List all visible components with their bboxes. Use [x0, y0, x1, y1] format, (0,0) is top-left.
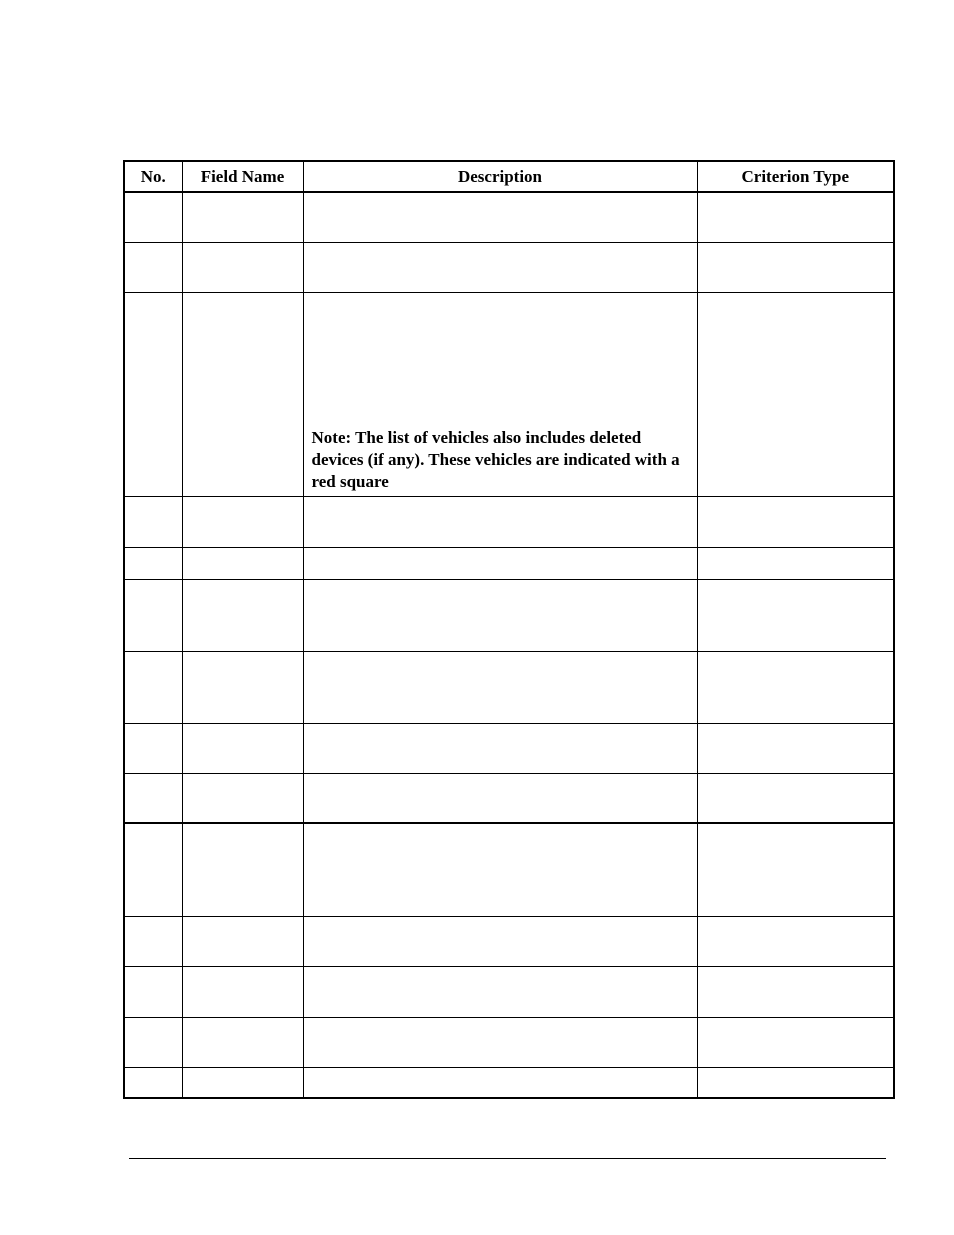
cell-description — [303, 966, 697, 1017]
cell-criterion-type — [697, 192, 894, 242]
cell-no — [124, 1017, 182, 1067]
cell-criterion-type — [697, 916, 894, 966]
cell-no — [124, 723, 182, 773]
cell-criterion-type — [697, 723, 894, 773]
table-row — [124, 651, 894, 723]
cell-field-name — [182, 547, 303, 579]
table-row — [124, 292, 894, 496]
cell-field-name — [182, 966, 303, 1017]
table-row — [124, 723, 894, 773]
cell-field-name — [182, 242, 303, 292]
cell-criterion-type — [697, 242, 894, 292]
table-header-row — [124, 161, 894, 192]
cell-field-name — [182, 496, 303, 547]
cell-no — [124, 773, 182, 823]
cell-description — [303, 242, 697, 292]
cell-description — [303, 1017, 697, 1067]
cell-field-name — [182, 773, 303, 823]
cell-field-name — [182, 579, 303, 651]
cell-no — [124, 242, 182, 292]
cell-description — [303, 916, 697, 966]
cell-description — [303, 496, 697, 547]
cell-field-name — [182, 823, 303, 916]
header-no: No. — [124, 161, 182, 192]
cell-no — [124, 916, 182, 966]
table-row — [124, 1067, 894, 1098]
cell-no — [124, 192, 182, 242]
cell-criterion-type — [697, 579, 894, 651]
cell-no — [124, 579, 182, 651]
cell-description — [303, 823, 697, 916]
table-row — [124, 916, 894, 966]
table-row — [124, 1017, 894, 1067]
cell-field-name — [182, 1017, 303, 1067]
cell-criterion-type — [697, 496, 894, 547]
cell-description — [303, 773, 697, 823]
cell-criterion-type — [697, 773, 894, 823]
cell-no — [124, 966, 182, 1017]
cell-field-name — [182, 916, 303, 966]
cell-description — [303, 651, 697, 723]
cell-no — [124, 1067, 182, 1098]
table-row — [124, 496, 894, 547]
table-row — [124, 823, 894, 916]
cell-description — [303, 723, 697, 773]
cell-field-name — [182, 1067, 303, 1098]
header-field-name: Field Name — [182, 161, 303, 192]
cell-criterion-type — [697, 823, 894, 916]
cell-no — [124, 292, 182, 496]
cell-criterion-type — [697, 292, 894, 496]
footer-divider — [129, 1158, 886, 1159]
table-row — [124, 773, 894, 823]
cell-field-name — [182, 192, 303, 242]
deleted-vehicles-note: Note: The list of vehicles also includes deleted devices (if any). These vehicles are indicated with a red square — [311, 427, 680, 491]
cell-criterion-type — [697, 547, 894, 579]
cell-description — [303, 579, 697, 651]
criteria-table — [123, 160, 895, 1099]
table-row — [124, 966, 894, 1017]
cell-field-name — [182, 723, 303, 773]
cell-criterion-type — [697, 966, 894, 1017]
table-row — [124, 242, 894, 292]
cell-description — [303, 1067, 697, 1098]
cell-no — [124, 651, 182, 723]
header-criterion-type: Criterion Type — [697, 161, 894, 192]
cell-criterion-type — [697, 651, 894, 723]
table-row — [124, 579, 894, 651]
cell-criterion-type — [697, 1017, 894, 1067]
cell-description — [303, 292, 697, 496]
cell-description — [303, 192, 697, 242]
header-description: Description — [303, 161, 697, 192]
cell-criterion-type — [697, 1067, 894, 1098]
cell-field-name — [182, 292, 303, 496]
cell-no — [124, 496, 182, 547]
table-row — [124, 192, 894, 242]
cell-description — [303, 547, 697, 579]
table-row — [124, 547, 894, 579]
cell-no — [124, 547, 182, 579]
cell-no — [124, 823, 182, 916]
cell-field-name — [182, 651, 303, 723]
